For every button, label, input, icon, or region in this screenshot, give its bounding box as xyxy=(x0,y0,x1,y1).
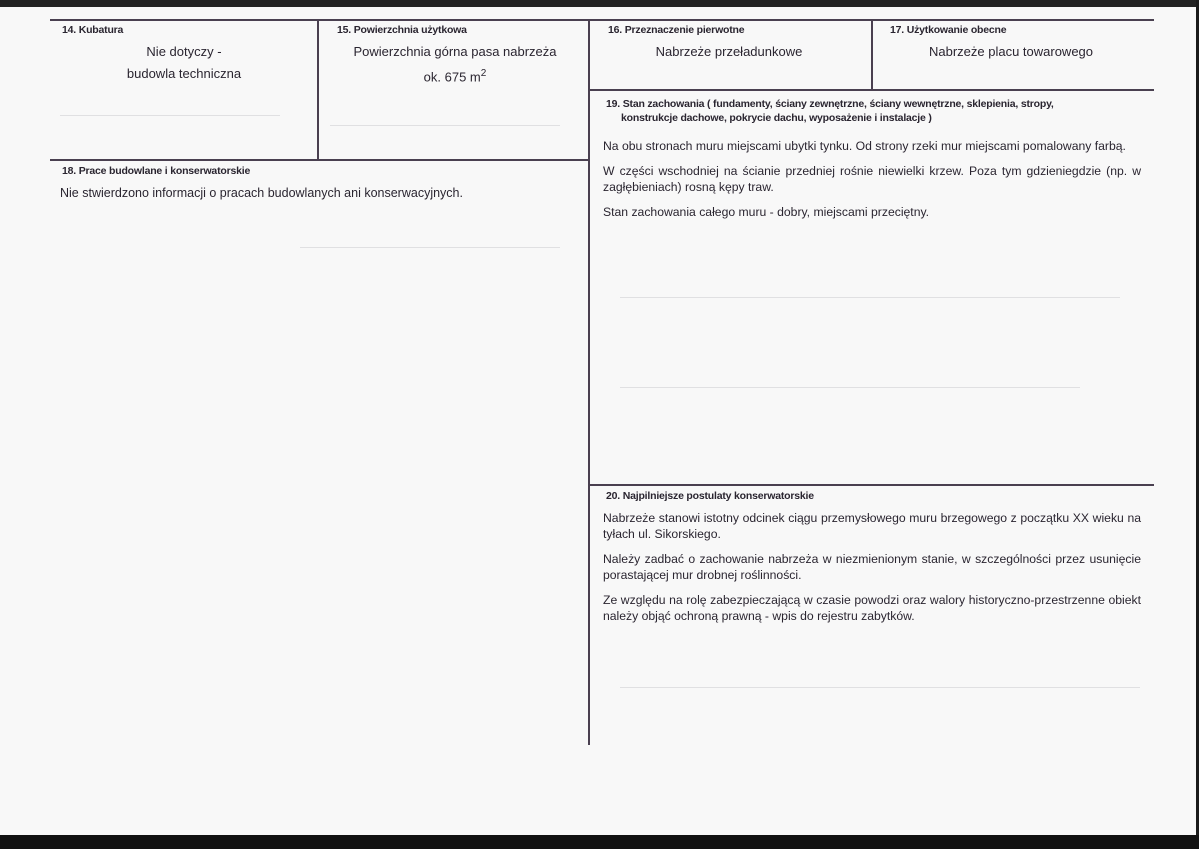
scan-artifact xyxy=(620,387,1080,388)
cell-18-title: 18. Prace budowlane i konserwatorskie xyxy=(62,165,251,177)
divider-19-20 xyxy=(588,484,1154,486)
area-unit-exponent: 2 xyxy=(480,68,487,79)
divider-16-19 xyxy=(588,89,1154,91)
divider-16-17 xyxy=(871,19,873,89)
cell-19-title-line1: 19. Stan zachowania ( fundamenty, ściany zewnętrzne, ściany wewnętrzne, sklepienia, stropy, xyxy=(606,98,1054,110)
cell-19-title xyxy=(606,97,1054,125)
cell-15-value xyxy=(326,41,584,88)
cell-14-value xyxy=(60,41,308,85)
divider-14-15 xyxy=(317,19,319,160)
cell-14-value-line2: budowla techniczna xyxy=(126,66,242,81)
cell-15-title: 15. Powierzchnia użytkowa xyxy=(337,24,467,36)
cell-16-value: Nabrzeże przeładunkowe xyxy=(655,44,803,59)
divider-14-18 xyxy=(50,159,590,161)
cell-20-body xyxy=(603,510,1141,633)
cell-20-paragraph: Należy zadbać o zachowanie nabrzeża w niezmienionym stanie, w szczególności przez usunięcie porastającej mur drobnej roślinności. xyxy=(603,552,1141,582)
scan-edge-bottom xyxy=(0,835,1199,849)
scan-artifact xyxy=(60,115,280,116)
area-value: ok. 675 m xyxy=(423,69,481,85)
cell-15-value-line1: Powierzchnia górna pasa nabrzeża xyxy=(353,44,557,59)
cell-19-paragraph: W części wschodniej na ścianie przedniej rośnie niewielki krzew. Poza tym gdzieniegdzie (np. w zagłębieniach) rosną kępy traw. xyxy=(603,164,1141,194)
cell-19-title-line2: konstrukcje dachowe, pokrycie dachu, wyposażenie i instalacje ) xyxy=(621,112,932,124)
cell-14-value-line1: Nie dotyczy - xyxy=(146,44,222,59)
cell-15-value-line2 xyxy=(326,63,584,88)
cell-20-title: 20. Najpilniejsze postulaty konserwatorskie xyxy=(606,490,814,502)
cell-19-paragraph: Na obu stronach muru miejscami ubytki tynku. Od strony rzeki mur miejscami pomalowany farbą. xyxy=(603,139,1126,153)
document-page xyxy=(0,7,1196,835)
cell-16-title: 16. Przeznaczenie pierwotne xyxy=(608,24,745,36)
cell-19-paragraph: Stan zachowania całego muru - dobry, miejscami przeciętny. xyxy=(603,205,930,219)
cell-14-title: 14. Kubatura xyxy=(62,24,124,36)
cell-17-value: Nabrzeże placu towarowego xyxy=(928,44,1094,59)
cell-17-title: 17. Użytkowanie obecne xyxy=(890,24,1007,36)
cell-18-text: Nie stwierdzono informacji o pracach budowlanych ani konserwacyjnych. xyxy=(60,186,463,200)
top-border xyxy=(50,19,1154,21)
main-vertical-divider xyxy=(588,19,590,745)
cell-20-paragraph: Ze względu na rolę zabezpieczającą w czasie powodzi oraz walory historyczno-przestrzenne obiekt należy objąć ochroną prawną - wpis do rejestru zabytków. xyxy=(603,593,1141,623)
scan-artifact xyxy=(330,125,560,126)
cell-19-body xyxy=(603,138,1141,229)
cell-20-paragraph: Nabrzeże stanowi istotny odcinek ciągu przemysłowego muru brzegowego z początku XX wieku na tyłach ul. Sikorskiego. xyxy=(603,511,1141,541)
scan-artifact xyxy=(300,247,560,248)
scan-artifact xyxy=(620,687,1140,688)
scan-artifact xyxy=(620,297,1120,298)
